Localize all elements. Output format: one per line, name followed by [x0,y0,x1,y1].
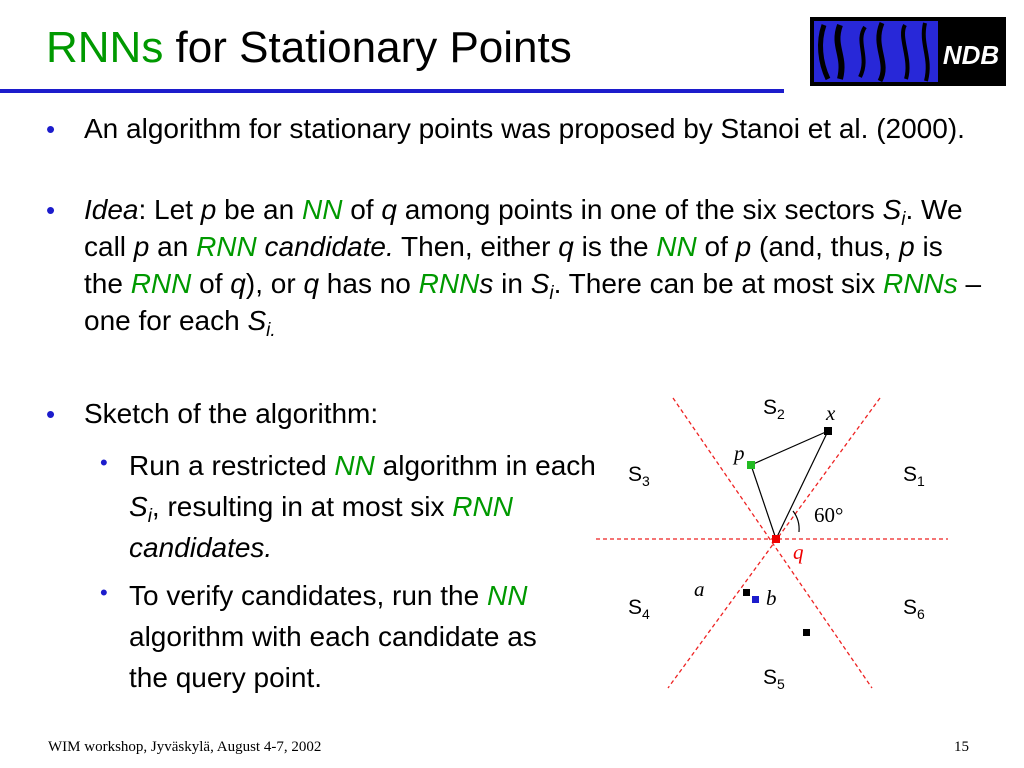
six-sector-diagram [590,385,960,705]
sector-label-s5: $S_5$ [763,666,785,692]
slide-title [46,18,572,78]
page-number: 15 [954,739,969,755]
label-a: a [694,577,705,601]
label-q: q [793,540,804,564]
title-rest: for Stationary Points [163,23,572,72]
edge-q-p [751,465,776,539]
sector-label-s4: $S_4$ [628,596,650,622]
sector-label-s2: $S_2$ [763,396,785,422]
point-p [747,461,755,469]
point-q [772,535,780,543]
sector-label-s1: $S_1$ [903,463,925,489]
bullet-sketch: Sketch of the algorithm: [84,398,379,429]
point-unlabeled [803,629,810,636]
angle-arc [793,511,799,532]
ndb-logo [810,17,1006,86]
bullet-dot: • [46,399,56,429]
bullet-dot: • [46,114,56,144]
angle-label: 60° [814,503,844,527]
edge-p-x [751,431,828,465]
sector-label-s6: $S_6$ [903,596,925,622]
label-x: x [826,401,836,425]
logo-text: NDB [942,40,1000,70]
point-a [743,589,750,596]
label-p: p [734,441,745,465]
bullet-idea: Idea: Let p be an NN of q among points in one of the six sectors $S_i$. We call p an RNN candidate. Then, either q is the NN of p (and, thus, p is the RNN of q), or q has no RNNs in $S_i$. There can be at most six RNNs – one for each $S_{i.}$ [84,194,982,341]
bullet-stanoi: An algorithm for stationary points was proposed by Stanoi et al. (2000). [84,113,965,144]
sub-bullet-dot: • [100,580,108,605]
sector-label-s3: $S_3$ [628,463,650,489]
sub-bullet-verify: To verify candidates, run the NN algorithm with each candidate as the query point. [129,580,537,693]
footer-event: WIM workshop, Jyväskylä, August 4-7, 2002 [48,739,322,755]
title-rule [0,89,784,93]
title-accent: RNNs [46,23,164,72]
sub-bullet-restricted-nn: Run a restricted NN algorithm in each $S_i$, resulting in at most six RNN candidates. [129,450,596,563]
point-b [752,596,759,603]
label-b: b [766,586,777,610]
sub-bullet-dot: • [100,450,108,475]
bullet-dot: • [46,195,56,225]
point-x [824,427,832,435]
